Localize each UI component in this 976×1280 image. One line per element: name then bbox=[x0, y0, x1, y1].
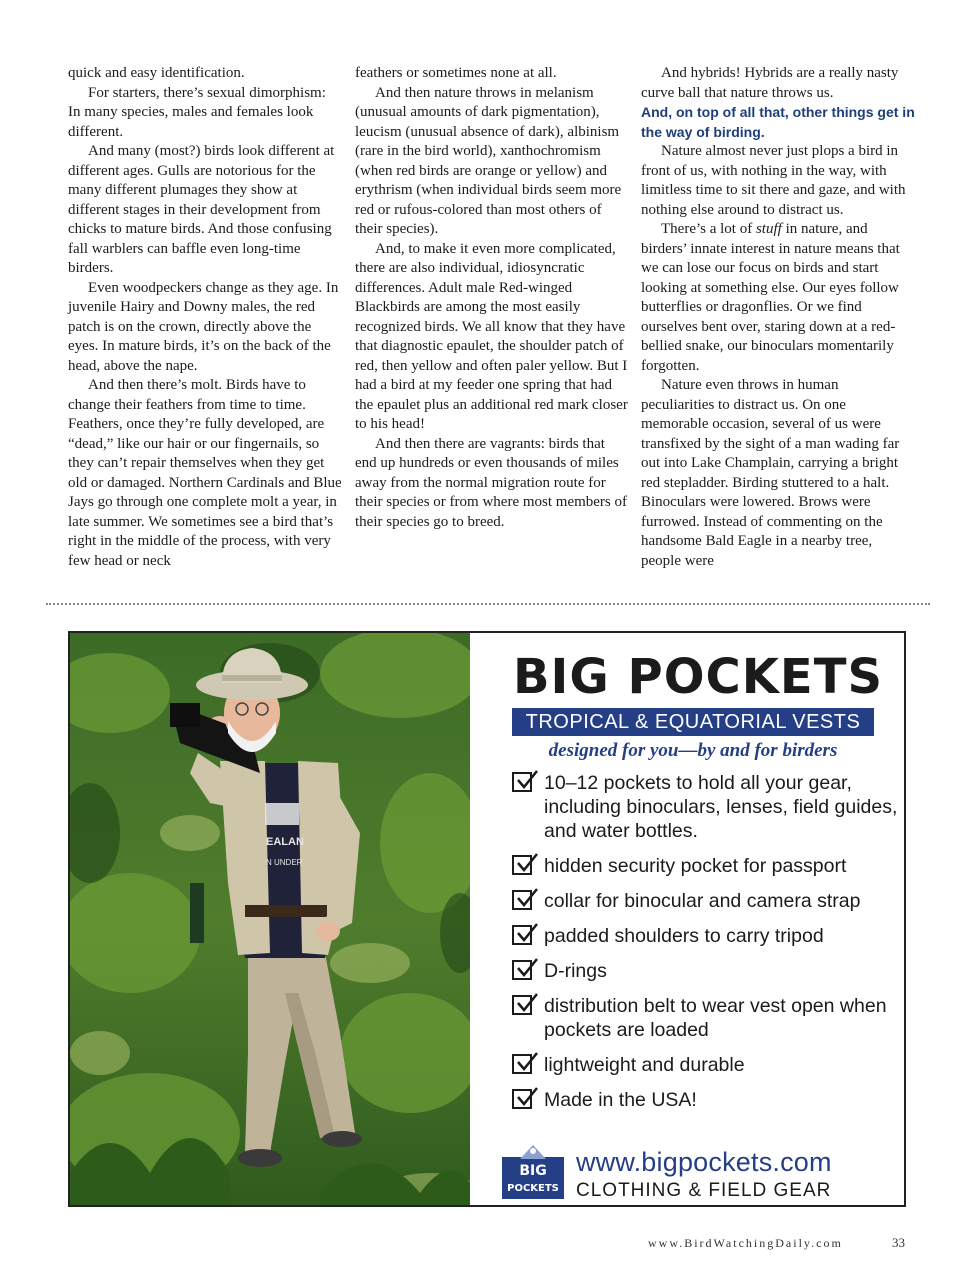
ad-tagline: designed for you—by and for birders bbox=[548, 740, 838, 761]
shirt-text: N UNDER bbox=[266, 858, 303, 867]
checkbox-icon bbox=[512, 995, 532, 1015]
feature-list bbox=[506, 771, 906, 1123]
feature-item bbox=[506, 771, 906, 843]
logo-text: BIG bbox=[519, 1163, 547, 1179]
paragraph: And then there’s molt. Birds have to change their feathers from time to time. Feathers, once they’re fully developed, are “dead,” like our hair or our fingernails, so they can’t repair themselves when they get old or damaged. Northern Cardinals and Blue Jays go through one complete molt a year, in late summer. We sometimes see a bird that’s right in the middle of the process, with very few head or neck bbox=[68, 377, 342, 569]
feature-text: hidden security pocket for passport bbox=[544, 855, 847, 877]
ad-banner: TROPICAL & EQUATORIAL VESTS bbox=[512, 708, 874, 736]
checkbox-icon bbox=[512, 855, 532, 875]
footer-website[interactable]: www.BirdWatchingDaily.com bbox=[648, 1236, 843, 1250]
emphasis: stuff bbox=[755, 221, 782, 237]
paragraph: Even woodpeckers change as they age. In juvenile Hairy and Downy males, the red patch is on the crown, directly above the eyes. In mature birds, it’s on the back of the head, above the nape. bbox=[68, 279, 339, 374]
section-divider bbox=[46, 603, 930, 605]
feature-text: D-rings bbox=[544, 960, 607, 982]
paragraph: quick and easy identification. bbox=[68, 65, 245, 81]
birder-photo bbox=[70, 633, 470, 1205]
paragraph bbox=[641, 220, 915, 376]
text-span: in nature, and birders’ innate interest in nature means that we can lose our focus on birds and start looking at something else. Our eyes follow butterflies or dragonflies. Or we find ourselves bent over, staring down at a red-bellied snake, our binoculars momentarily forgotten. bbox=[641, 221, 900, 374]
ad-url-link[interactable]: www.bigpockets.com bbox=[576, 1147, 832, 1177]
shirt-text: EALAN bbox=[266, 836, 304, 848]
feature-item bbox=[506, 889, 906, 913]
subhead: And, on top of all that, other things get in the way of birding. bbox=[641, 104, 915, 140]
feature-item bbox=[506, 994, 906, 1042]
paragraph: And hybrids! Hybrids are a really nasty curve ball that nature throws us. bbox=[641, 65, 899, 101]
advertisement[interactable] bbox=[68, 631, 906, 1207]
paragraph: And then nature throws in melanism (unusual amounts of dark pigmentation), leucism (unusual absence of dark), albinism (rare in the bird world), xanthochromism (when red birds are orange or yellow) and erythrism (when individual birds seem more red or rufous-colored than most others of their species). bbox=[355, 84, 622, 237]
article-column-2 bbox=[355, 64, 629, 532]
logo-text: POCKETS bbox=[507, 1183, 559, 1194]
ad-copy bbox=[490, 633, 904, 1205]
paragraph: feathers or sometimes none at all. bbox=[355, 65, 557, 81]
text-span: There’s a lot of bbox=[661, 221, 756, 237]
ad-brand: BIG POCKETS bbox=[512, 649, 884, 705]
page-number: 33 bbox=[892, 1235, 905, 1250]
big-pockets-logo bbox=[500, 1143, 566, 1201]
checkbox-icon bbox=[512, 960, 532, 980]
feature-item bbox=[506, 1053, 906, 1077]
paragraph: And then there are vagrants: birds that end up hundreds or even thousands of miles away from the normal migration route for their species or from where most members of their species go to breed. bbox=[355, 435, 627, 530]
feature-item bbox=[506, 854, 906, 878]
article-column-3 bbox=[641, 64, 915, 571]
paragraph: For starters, there’s sexual dimorphism: In many species, males and females look different. bbox=[68, 84, 326, 140]
article-column-1 bbox=[68, 64, 342, 571]
checkbox-icon bbox=[512, 1089, 532, 1109]
feature-text: distribution belt to wear vest open when pockets are loaded bbox=[544, 995, 887, 1041]
feature-text: Made in the USA! bbox=[544, 1089, 697, 1111]
paragraph: And, to make it even more complicated, there are also individual, idiosyncratic differences. Adult male Red-winged Blackbirds are among the most easily recognized birds. We all know that they have that diagnostic epaulet, the shoulder patch of red, then yellow and often paler yellow. But I had a bird at my feeder one spring that had the epaulet plus an additional red mark closer to his head! bbox=[355, 240, 628, 432]
feature-text: lightweight and durable bbox=[544, 1054, 745, 1076]
feature-text: collar for binocular and camera strap bbox=[544, 890, 861, 912]
feature-item bbox=[506, 924, 906, 948]
checkbox-icon bbox=[512, 772, 532, 792]
checkbox-icon bbox=[512, 925, 532, 945]
paragraph: Nature almost never just plops a bird in front of us, with nothing in the way, with limitless time to sit there and gaze, and with nothing else around to distract us. bbox=[641, 143, 906, 218]
checkbox-icon bbox=[512, 1054, 532, 1074]
paragraph: And many (most?) birds look different at different ages. Gulls are notorious for the many different plumages they show at different stages in their development from chicks to mature birds. And those confusing fall warblers can baffle even long-time birders. bbox=[68, 143, 335, 276]
feature-text: padded shoulders to carry tripod bbox=[544, 925, 824, 947]
checkbox-icon bbox=[512, 890, 532, 910]
feature-text: 10–12 pockets to hold all your gear, including binoculars, lenses, field guides, and water bottles. bbox=[544, 772, 898, 842]
feature-item bbox=[506, 959, 906, 983]
ad-subtitle: CLOTHING & FIELD GEAR bbox=[576, 1180, 832, 1201]
paragraph: Nature even throws in human peculiarities to distract us. On one memorable occasion, several of us were transfixed by the sight of a man wading far out into Lake Champlain, carrying a bright red stepladder. Birding stuttered to a halt. Binoculars were lowered. Brows were furrowed. Instead of commenting on the handsome Bald Eagle in a nearby tree, people were bbox=[641, 377, 900, 569]
feature-item bbox=[506, 1088, 906, 1112]
